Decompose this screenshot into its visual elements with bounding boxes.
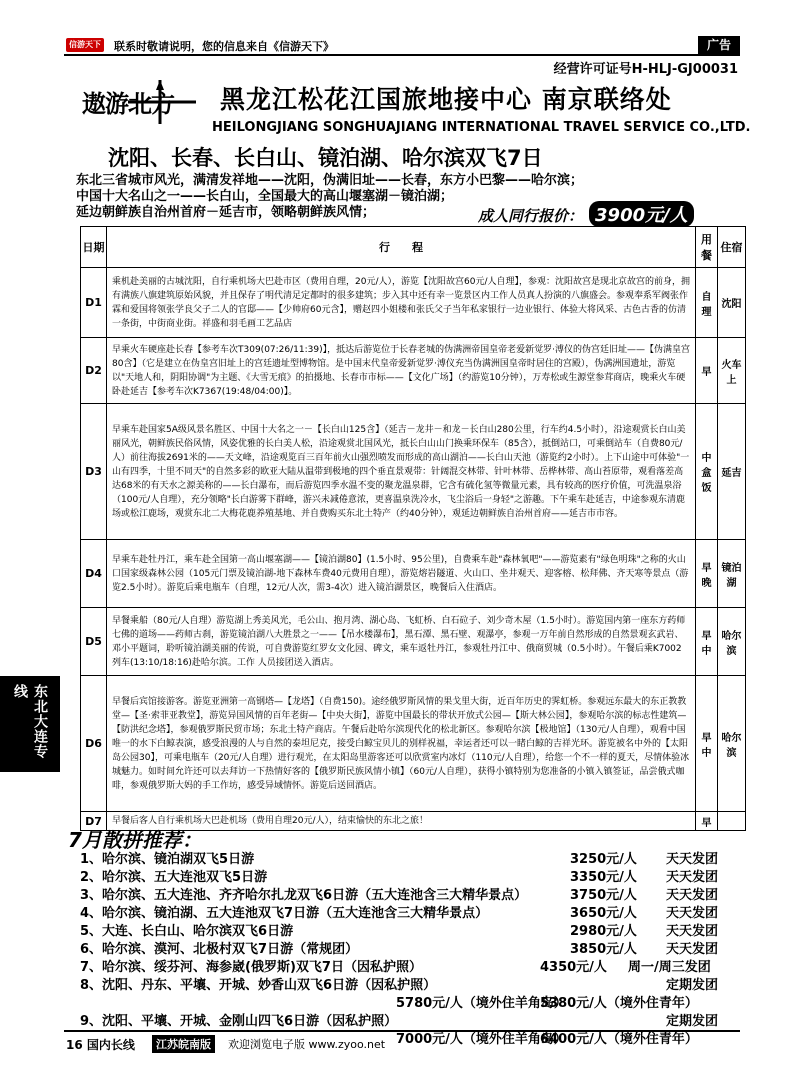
combo-schedule: 周一/周三发团 bbox=[628, 960, 711, 975]
day-stay: 沈阳 bbox=[718, 268, 746, 338]
list-item bbox=[80, 920, 742, 938]
day-meal: 早 bbox=[696, 812, 718, 831]
day-stay: 延吉 bbox=[718, 404, 746, 540]
day-label: D5 bbox=[81, 608, 107, 676]
day-meal: 自理 bbox=[696, 268, 718, 338]
route-title: 沈阳、长春、长白山、镜泊湖、哈尔滨双飞7日 bbox=[108, 146, 543, 170]
price-caption: 成人同行报价： bbox=[478, 207, 584, 225]
day-label: D1 bbox=[81, 268, 107, 338]
company-title: 黑龙江松花江国旅地接中心 南京联络处 bbox=[220, 85, 672, 114]
day-label: D6 bbox=[81, 676, 107, 812]
publication-logo: 信游天下 bbox=[66, 38, 104, 52]
day-stay: 镜泊湖 bbox=[718, 540, 746, 608]
ad-badge: 广告 bbox=[698, 36, 740, 54]
brand-logo-text: 遨游北方 bbox=[82, 89, 174, 118]
combo-name: 5、大连、长白山、哈尔滨双飞6日游 bbox=[80, 924, 294, 939]
combo-name: 3、哈尔滨、五大连池、齐齐哈尔扎龙双飞6日游（五大连池含三大精华景点） bbox=[80, 888, 528, 903]
list-item bbox=[80, 866, 742, 884]
day-description: 早乘车赴国家5A级风景名胜区、中国十大名之一－【长白山125含】（延吉－龙井－和龙－长白山280公里，行车约4.5小时），沿途观赏长白山美丽风光，朝鲜族民俗风情，风姿优雅的长白美人松，沿途观赏北国风光，抵长白山山门换乘环保车（85含），抵倒站口，可乘倒站车（自费80元/人）前往海拔2691米的——天文峰，沿途观览百三百年前火山强烈喷发而形成的高山湖泊——长白山天池（游览约2小时）。上下山途中可体验"一山有四季，十里不同天"的自然多彩的欧亚大陆从温带到极地的四个垂直景观带：针阔混交林带、针叶林带、岳桦林带、高山苔原带，观看落差高达68米的有天水之源美称的——长白瀑布，而后游览四季水温不变的聚龙温泉群，它含有硫化氢等微量元素，具有较高的医疗价值，可洗温泉浴（100元/人自理），充分领略"长白游雾下群峰，游兴未减倦意浓，更喜温泉洗冷水，飞尘浴后一身轻"之游趣。下午乘车赴延吉，中途参观东清鹿场或松江鹿场，观赏东北二大梅花鹿养殖基地、并自费购买东北土特产（约40分钟），观延边朝鲜族自治州首府——延吉市市容。 bbox=[107, 404, 696, 540]
intro-line: 延边朝鲜族自治州首府－延吉市，领略朝鲜族风情； bbox=[76, 205, 376, 220]
day-stay bbox=[718, 812, 746, 831]
list-item bbox=[80, 974, 742, 992]
combo-price: 3350元/人 bbox=[570, 870, 637, 885]
combo-name: 2、哈尔滨、五大连池双飞5日游 bbox=[80, 870, 268, 885]
combo-name: 4、哈尔滨、镜泊湖、五大连池双飞7日游（五大连池含三大精华景点） bbox=[80, 906, 489, 921]
list-item bbox=[80, 848, 742, 866]
combo-name: 1、哈尔滨、镜泊湖双飞5日游 bbox=[80, 852, 255, 867]
header-meal: 用餐 bbox=[696, 227, 718, 268]
day-meal: 早晚 bbox=[696, 540, 718, 608]
combo-schedule: 天天发团 bbox=[666, 942, 719, 957]
list-item bbox=[80, 902, 742, 920]
website-link[interactable]: 欢迎浏览电子版 www.zyoo.net bbox=[228, 1038, 386, 1051]
day-stay: 火车上 bbox=[718, 338, 746, 404]
table-row bbox=[81, 676, 746, 812]
day-description: 早乘火车硬座赴长春【参考车次T309(07:26/11:39)】，抵达后游览位于长春老城的伪满洲帝国皇帝老爱新觉罗·溥仪的伪宫廷旧址——【伪满皇宫80含】（它是建立在伪皇宫旧址上的宫廷遗址型博物馆。是中国末代皇帝爱新觉罗·溥仪充当伪满洲国皇帝时居住的宫殿），伪满洲国遗址，游览以"天地人和，阴阳协调"为主题、《大雪无痕》的拍摄地、长春市市标——【文化广场】（约游览10分钟），万寿松或生源堂参茸商店，晚乘火车硬卧赴延吉【参考车次K7367(19:48/04:00)】。 bbox=[107, 338, 696, 404]
table-header-row bbox=[81, 227, 746, 268]
itinerary-table bbox=[80, 226, 746, 831]
combo-schedule: 天天发团 bbox=[666, 924, 719, 939]
combo-schedule: 定期发团 bbox=[666, 978, 719, 993]
list-item bbox=[80, 1010, 742, 1028]
combo-schedule: 天天发团 bbox=[666, 852, 719, 867]
intro-line: 东北三省城市风光，满清发祥地——沈阳，伪满旧址——长春，东方小巴黎——哈尔滨； bbox=[76, 173, 584, 188]
combo-price-b: 6400元/人（境外住青年） bbox=[540, 1032, 698, 1047]
july-recommend-title: 7月散拼推荐： bbox=[68, 828, 202, 852]
combo-schedule: 定期发团 bbox=[666, 1014, 719, 1029]
footer bbox=[0, 1034, 800, 1054]
day-meal: 早中 bbox=[696, 608, 718, 676]
list-item bbox=[80, 938, 742, 956]
day-label: D2 bbox=[81, 338, 107, 404]
list-item bbox=[80, 884, 742, 902]
combo-schedule: 天天发团 bbox=[666, 906, 719, 921]
day-meal: 中盒饭 bbox=[696, 404, 718, 540]
header-stay: 住宿 bbox=[718, 227, 746, 268]
table-row bbox=[81, 608, 746, 676]
combo-price-a: 7000元/人（境外住羊角岛） bbox=[396, 1032, 567, 1047]
day-meal: 早 bbox=[696, 338, 718, 404]
combo-price: 3850元/人 bbox=[570, 942, 637, 957]
combo-schedule: 天天发团 bbox=[666, 888, 719, 903]
list-item bbox=[80, 956, 742, 974]
combo-price: 2980元/人 bbox=[570, 924, 637, 939]
side-tab-label: 东北大连专线 bbox=[12, 684, 48, 759]
brand-logo bbox=[76, 80, 206, 120]
combo-price: 3750元/人 bbox=[570, 888, 637, 903]
section-side-tab bbox=[0, 676, 60, 772]
table-row bbox=[81, 338, 746, 404]
day-description: 早餐后客人自行乘机场大巴赴机场（费用自理20元/人），结束愉快的东北之旅！ bbox=[107, 812, 696, 831]
combo-price: 3250元/人 bbox=[570, 852, 637, 867]
table-row bbox=[81, 268, 746, 338]
table-row bbox=[81, 404, 746, 540]
combo-price-a: 5780元/人（境外住羊角岛） bbox=[396, 996, 567, 1011]
day-stay: 哈尔滨 bbox=[718, 676, 746, 812]
list-item-prices bbox=[80, 992, 742, 1010]
combo-name: 6、哈尔滨、漠河、北极村双飞7日游（常规团） bbox=[80, 942, 359, 957]
company-title-en: HEILONGJIANG SONGHUAJIANG INTERNATIONAL TRAVEL SERVICE CO.,LTD. bbox=[212, 120, 751, 135]
license-number: 经营许可证号H-HLJ-GJ00031 bbox=[553, 62, 738, 77]
intro-line: 中国十大名山之一——长白山，全国最大的高山堰塞湖－镜泊湖； bbox=[76, 189, 454, 204]
header-day: 日期 bbox=[81, 227, 107, 268]
combo-price: 3650元/人 bbox=[570, 906, 637, 921]
price-label bbox=[478, 201, 694, 227]
header-itinerary: 行 程 bbox=[107, 227, 696, 268]
day-label: D4 bbox=[81, 540, 107, 608]
combo-name: 9、沈阳、平壤、开城、金刚山四飞6日游（因私护照） bbox=[80, 1014, 398, 1029]
day-description: 早餐乘船（80元/人自理）游览湖上秀美风光，毛公山、抱月湾、湖心岛、飞虹桥、白石砬子、刘少奇木屋（1.5小时）。游览国内第一座东方药师七佛的道场——药师古刹，游览镜泊湖八大胜景之一——【吊水楼瀑布】，黑石潭、黑石壁、观瀑亭，参观一万年前自然形成的自然景观玄武岩、邓小平题词，聆听镜泊湖美丽的传说，可自费游览红罗女文化园、碑文，乘车返牡丹江，参观牡丹江中、俄商贸城（0.5小时）。午餐后乘K7002列车(13:10/18:16)赴哈尔滨。工作 人员接团送入酒店。 bbox=[107, 608, 696, 676]
day-label: D3 bbox=[81, 404, 107, 540]
combo-price: 4350元/人 bbox=[540, 960, 607, 975]
day-description: 早餐后宾馆接游客。游览亚洲第一高钢塔—【龙塔】（自费150)。途经俄罗斯风情的果戈里大街，近百年历史的霁虹桥。参观远东最大的东正教教堂—【圣·索菲亚教堂】，游览异国风情的百年老街—【中央大街】，游览中国最长的带状开放式公园—【斯大林公园】，参观哈尔滨的标志性建筑—【防洪纪念塔】，参观俄罗斯民贸市场；东北土特产商店。午餐后赴哈尔滨现代化的松北新区。参观哈尔滨【极地馆】（130元/人自理），观看中国唯一的水下白鲸表演，感受浪漫的人与自然的泰坦尼克，接受白鲸宝贝儿的别样祝福，幸运者还可以一睹白鲸的吉祥光环。游览被名中外的【太阳岛公园30】，可乘电瓶车（20元/人自理）进行观光，在太阳岛里游客还可以欣赏室内冰灯（110元/人自理），给您一个不一样的夏天，尽情体验冰城魅力。如时间允许还可以去拜访一下热情好客的【俄罗斯民族风情小镇】（60元/人自理），获得小镇特别为您准备的小镇入镇签证，品尝俄式咖啡，参观俄罗斯大妈的手工作坊，感受异域情怀。游览后送回酒店。 bbox=[107, 676, 696, 812]
combo-price-b: 5380元/人（境外住青年） bbox=[540, 996, 698, 1011]
day-description: 早乘车赴牡丹江，乘车赴全国第一高山堰塞湖——【镜泊湖80】(1.5小时、95公里)，自费乘车赴"森林氧吧"——游览素有"绿色明珠"之称的火山口国家级森林公园（105元门票及镜泊湖-地下森林车费40元费用自理），游览熔岩隧道、火山口、坐井观天、迎客榕、松拜佛、齐天寒等景点（游览2.5小时）。游览后乘电瓶车（自理，12元/人次，需3-4次）进入镜泊湖景区，晚餐后入住酒店。 bbox=[107, 540, 696, 608]
contact-notice: 联系时敬请说明，您的信息来自《信游天下》 bbox=[114, 40, 334, 53]
combo-name: 7、哈尔滨、绥芬河、海参崴(俄罗斯)双飞7日（因私护照） bbox=[80, 960, 422, 975]
top-bar bbox=[0, 36, 800, 54]
footer-divider bbox=[64, 1030, 740, 1032]
day-label: D7 bbox=[81, 812, 107, 831]
divider bbox=[64, 54, 740, 56]
combo-list bbox=[80, 848, 742, 1046]
edition-badge: 江苏皖南版 bbox=[152, 1035, 215, 1053]
day-stay: 哈尔滨 bbox=[718, 608, 746, 676]
combo-name: 8、沈阳、丹东、平壤、开城、妙香山双飞6日游（因私护照） bbox=[80, 978, 437, 993]
day-description: 乘机赴美丽的古城沈阳，自行乘机场大巴赴市区（费用自理，20元/人），游览【沈阳故宫60元/人自理】，参观：沈阳故宫是现北京故宫的前身，拥有满族八旗建筑原始风貌，并且保存了明代清足定都时的很多建筑；步入其中还有幸一览景区内工作人员真人扮演的八旗盛会。参观奉系军阀张作霖和爱国将领张学良父子二人的官邸——【少帅府60元含】，赠赵四小姐楼和张氏父子当年私家银行一边业银行、体验大将风采、古色古香的仿清一条街，中街商业街。祥盛和羽毛画工艺品店 bbox=[107, 268, 696, 338]
price-amount: 3900元/人 bbox=[589, 201, 694, 227]
page-number: 16 国内长线 bbox=[66, 1038, 135, 1052]
combo-schedule: 天天发团 bbox=[666, 870, 719, 885]
table-row bbox=[81, 540, 746, 608]
day-meal: 早中 bbox=[696, 676, 718, 812]
